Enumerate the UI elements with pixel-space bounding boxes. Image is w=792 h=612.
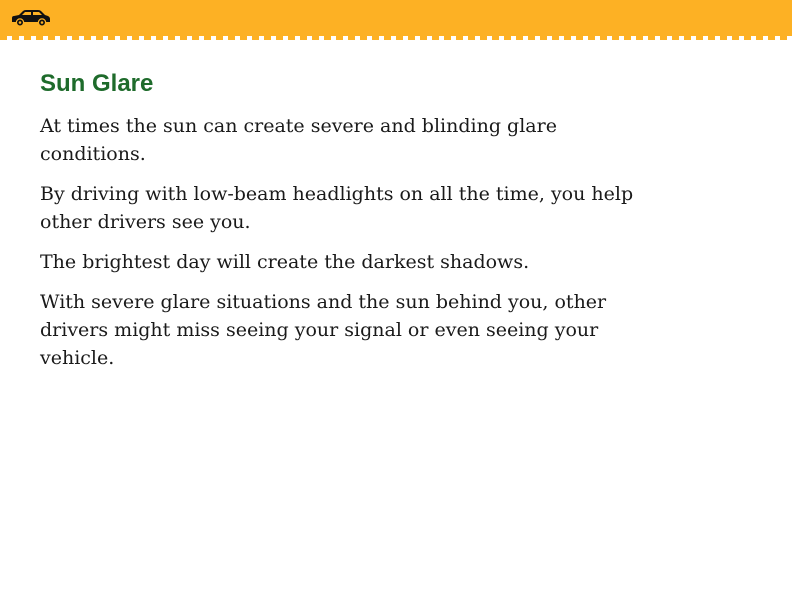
paragraph-1: At times the sun can create severe and blinding glare conditions. [40,115,557,165]
slide-title: Sun Glare [40,70,154,97]
header-bar [0,0,792,36]
slide-content [40,68,640,384]
header-tick-border [0,36,792,40]
paragraph-3: The brightest day will create the darkest shadows. [40,251,530,273]
paragraph-4: With severe glare situations and the sun behind you, other drivers might miss seeing your signal or even seeing your vehicle. [40,291,607,369]
car-icon [10,9,52,27]
paragraph-2: By driving with low-beam headlights on all the time, you help other drivers see you. [40,183,634,233]
